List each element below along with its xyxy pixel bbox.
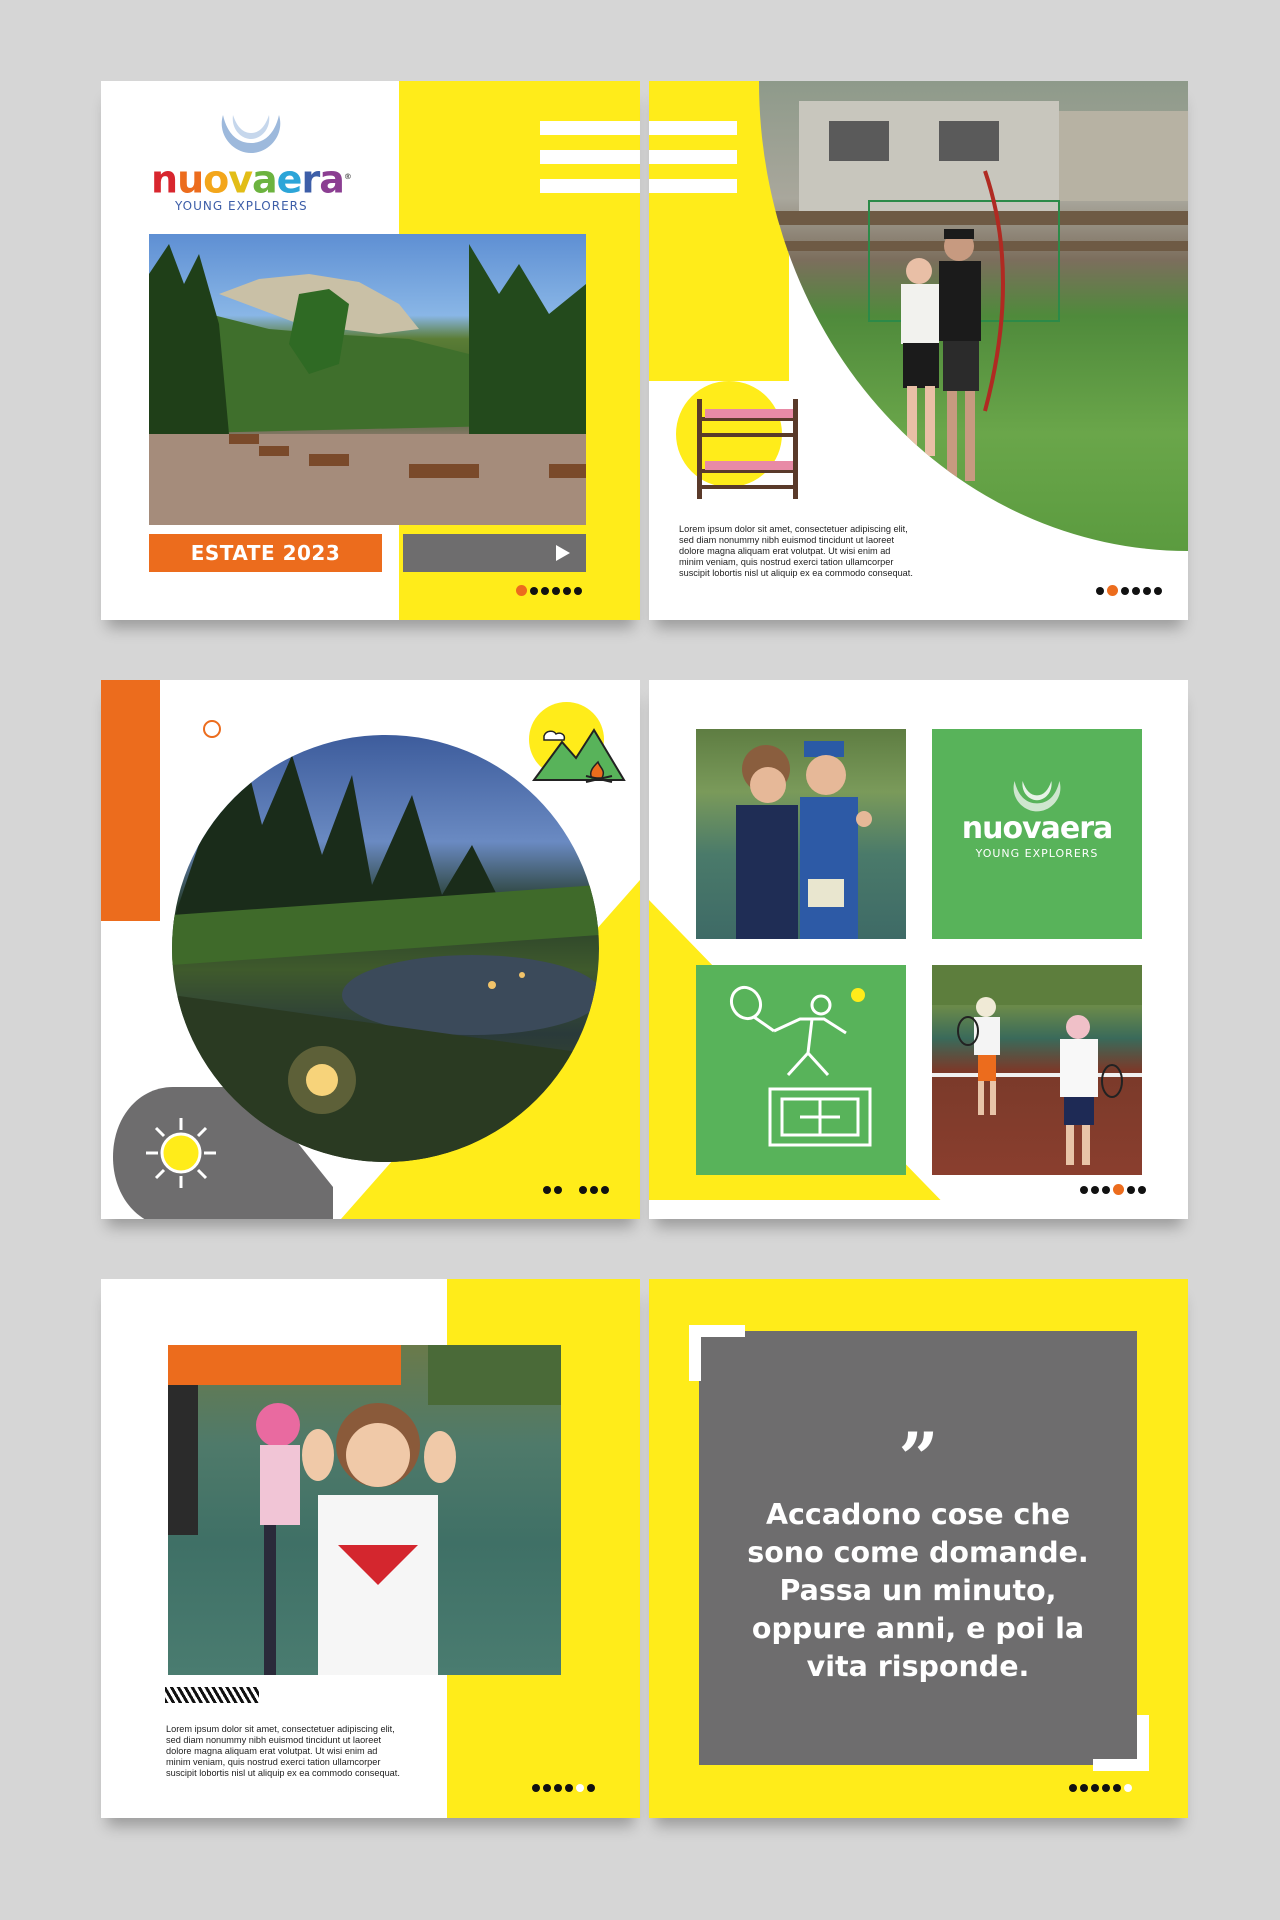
page-dot[interactable]: [1132, 587, 1140, 595]
white-stripe: [540, 179, 640, 193]
hatch-bar: [165, 1687, 259, 1703]
body-text-line: dolore magna aliquam erat volutpat. Ut wisi enim ad: [166, 1746, 378, 1756]
pagination-dots: [532, 1784, 595, 1792]
quote-line: sono come domande.: [747, 1536, 1089, 1569]
logo-letter: a: [319, 157, 344, 202]
page-dot[interactable]: [1096, 587, 1104, 595]
page-dot-active[interactable]: [576, 1784, 584, 1792]
logo-tagline: YOUNG EXPLORERS: [975, 847, 1099, 860]
corner-bracket-top-left: [689, 1325, 701, 1381]
orange-side-bar: [101, 680, 160, 921]
quote-line: oppure anni, e poi la: [751, 1612, 1085, 1645]
page-dot-active[interactable]: [1107, 585, 1118, 596]
page-dot[interactable]: [590, 1186, 598, 1194]
page-dot[interactable]: [579, 1186, 587, 1194]
page-dot[interactable]: [1138, 1186, 1146, 1194]
logo-wordmark: [151, 157, 351, 200]
season-banner: [149, 534, 382, 572]
body-text-line: dolore magna aliquam erat volutpat. Ut wisi enim ad: [679, 546, 891, 556]
pagination-dots: [1069, 1784, 1132, 1792]
page-dot[interactable]: [1091, 1784, 1099, 1792]
pagination-dots: [1080, 1184, 1146, 1195]
page-dot[interactable]: [554, 1186, 562, 1194]
pagination-dots: [1096, 585, 1162, 596]
play-button[interactable]: [403, 534, 586, 572]
page-dot[interactable]: [1069, 1784, 1077, 1792]
white-stripe: [649, 179, 737, 193]
page-dot[interactable]: [1091, 1186, 1099, 1194]
logo-letter: r: [301, 157, 320, 202]
corner-bracket-bottom-right: [1137, 1715, 1149, 1771]
body-text-line: Lorem ipsum dolor sit amet, consectetuer adipiscing elit,: [679, 524, 908, 534]
body-text-line: Lorem ipsum dolor sit amet, consectetuer adipiscing elit,: [166, 1724, 395, 1734]
quote-slide: [649, 1279, 1188, 1818]
white-stripe: [649, 150, 737, 164]
body-text-line: suscipit lobortis nisl ut aliquip ex ea commodo consequat.: [166, 1768, 400, 1778]
boys-portrait-photo: [696, 729, 906, 939]
girls-tennis-photo: [932, 965, 1142, 1175]
white-stripe: [540, 150, 640, 164]
mountain-campsite-photo: [149, 234, 586, 525]
campfire-slide: [101, 680, 640, 1219]
page-dot[interactable]: [1080, 1186, 1088, 1194]
page-dot[interactable]: [563, 587, 571, 595]
quote-mark: ”: [898, 1417, 939, 1500]
page-dot[interactable]: [1127, 1186, 1135, 1194]
page-dot[interactable]: [574, 587, 582, 595]
logo-letter: o: [203, 157, 229, 202]
registered-mark: ®: [343, 172, 351, 181]
page-dot-active[interactable]: [565, 1184, 576, 1195]
logo-letter: v: [228, 157, 253, 202]
page-dot[interactable]: [565, 1784, 573, 1792]
logo-tagline: YOUNG EXPLORERS: [175, 199, 308, 213]
page-dot[interactable]: [1102, 1784, 1110, 1792]
lakeside-campfire-photo: [172, 735, 599, 1162]
pagination-dots: [543, 1184, 609, 1195]
bunk-bed-icon: [693, 399, 803, 499]
page-dot[interactable]: [552, 587, 560, 595]
page-dot[interactable]: [1080, 1784, 1088, 1792]
activity-grid-slide: [649, 680, 1188, 1219]
pagination-dots: [516, 585, 582, 596]
page-dot[interactable]: [1121, 587, 1129, 595]
mountains-campfire-icon: [532, 718, 628, 788]
body-text-line: minim veniam, quis nostrud exerci tation ullamcorper: [679, 557, 894, 567]
body-text: [166, 1724, 400, 1779]
page-dot[interactable]: [541, 587, 549, 595]
archery-lesson-photo: [759, 81, 1188, 551]
page-dot[interactable]: [1113, 1784, 1121, 1792]
archery-slide: [649, 81, 1188, 620]
page-dot[interactable]: [1102, 1186, 1110, 1194]
logo-tile: [932, 729, 1142, 939]
page-dot-active[interactable]: [1124, 1784, 1132, 1792]
white-stripe: [649, 121, 737, 135]
page-dot[interactable]: [530, 587, 538, 595]
body-text-line: sed diam nonummy nibh euismod tincidunt ut laoreet: [679, 535, 895, 545]
page-dot[interactable]: [554, 1784, 562, 1792]
brand-logo: [151, 113, 351, 213]
quote-line: vita risponde.: [806, 1650, 1030, 1683]
page-dot-active[interactable]: [516, 585, 527, 596]
logo-letter: u: [177, 157, 204, 202]
logo-letter: e: [276, 157, 302, 202]
cover-slide: [101, 81, 640, 620]
white-cutout: [649, 1200, 1188, 1219]
tennis-player-icon: [716, 979, 886, 1159]
smiling-girl-photo: [168, 1345, 561, 1675]
girl-slide: [101, 1279, 640, 1818]
page-dot[interactable]: [543, 1784, 551, 1792]
tennis-icon-tile: [696, 965, 906, 1175]
quote-text: [699, 1496, 1137, 1686]
page-dot-active[interactable]: [1113, 1184, 1124, 1195]
page-dot[interactable]: [587, 1784, 595, 1792]
logo-wordmark: nuovaera: [961, 811, 1113, 846]
logo-letter: n: [151, 157, 178, 202]
body-text-line: minim veniam, quis nostrud exerci tation ullamcorper: [166, 1757, 381, 1767]
quote-line: Passa un minuto,: [779, 1574, 1057, 1607]
orange-tab: [168, 1345, 401, 1385]
white-stripe: [540, 121, 640, 135]
page-dot[interactable]: [1154, 587, 1162, 595]
body-text-line: sed diam nonummy nibh euismod tincidunt ut laoreet: [166, 1735, 382, 1745]
page-dot[interactable]: [601, 1186, 609, 1194]
page-dot[interactable]: [543, 1186, 551, 1194]
logo-letter: a: [252, 157, 277, 202]
body-text: [679, 524, 913, 579]
page-dot[interactable]: [532, 1784, 540, 1792]
crescent-logo-icon: [211, 113, 291, 157]
quote-line: Accadono cose che: [765, 1498, 1071, 1531]
season-label: ESTATE 2023: [190, 541, 341, 565]
play-triangle-icon: [556, 545, 570, 561]
page-dot[interactable]: [1143, 587, 1151, 595]
body-text-line: suscipit lobortis nisl ut aliquip ex ea commodo consequat.: [679, 568, 913, 578]
